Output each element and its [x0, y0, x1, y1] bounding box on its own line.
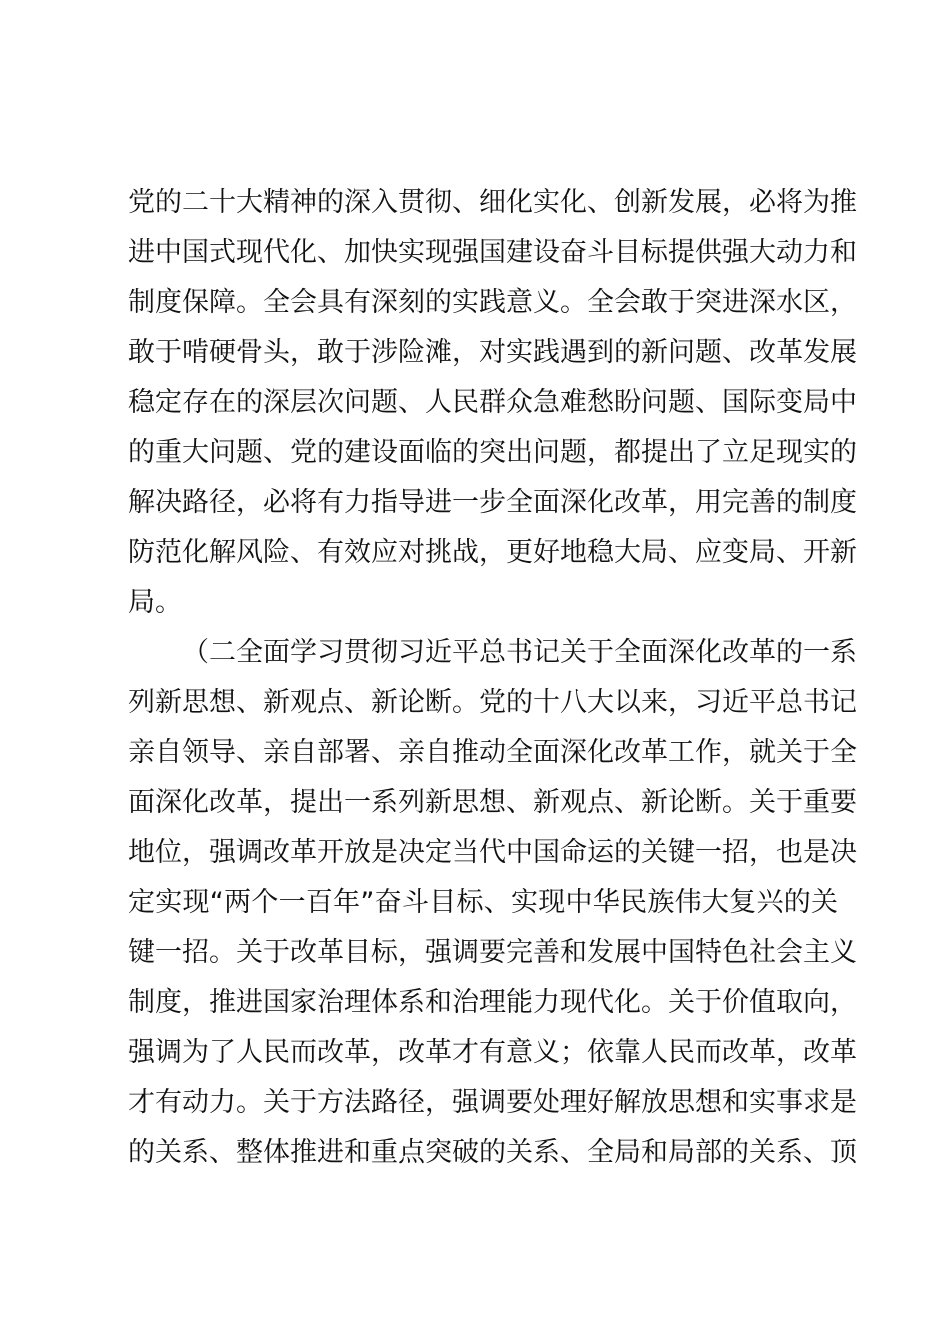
text-line: 面深化改革，提出一系列新思想、新观点、新论断。关于重要 [128, 787, 857, 818]
text-line: 的关系、整体推进和重点突破的关系、全局和局部的关系、顶 [128, 1137, 857, 1168]
text-line: 键一招。关于改革目标，强调要完善和发展中国特色社会主义 [128, 937, 857, 968]
paragraph-2 [128, 628, 857, 1178]
paragraph-1 [128, 178, 857, 628]
text-line: 防范化解风险、有效应对挑战，更好地稳大局、应变局、开新 [128, 537, 857, 568]
body-text [128, 178, 857, 1178]
text-line: 的重大问题、党的建设面临的突出问题，都提出了立足现实的 [128, 437, 857, 468]
text-line: 解决路径，必将有力指导进一步全面深化改革，用完善的制度 [128, 487, 857, 518]
text-line: 地位，强调改革开放是决定当代中国命运的关键一招，也是决 [128, 837, 857, 868]
text-line: 列新思想、新观点、新论断。党的十八大以来，习近平总书记 [128, 687, 857, 718]
text-line: 敢于啃硬骨头，敢于涉险滩，对实践遇到的新问题、改革发展 [128, 337, 857, 368]
text-line: 强调为了人民而改革，改革才有意义；依靠人民而改革，改革 [128, 1037, 857, 1068]
text-line: （二全面学习贯彻习近平总书记关于全面深化改革的一系 [182, 637, 857, 668]
text-line: 亲自领导、亲自部署、亲自推动全面深化改革工作，就关于全 [128, 737, 857, 768]
text-line: 定实现“两个一百年”奋斗目标、实现中华民族伟大复兴的关 [128, 887, 838, 918]
text-line: 进中国式现代化、加快实现强国建设奋斗目标提供强大动力和 [128, 237, 857, 268]
text-line: 稳定存在的深层次问题、人民群众急难愁盼问题、国际变局中 [128, 387, 857, 418]
text-line: 党的二十大精神的深入贯彻、细化实化、创新发展，必将为推 [128, 187, 857, 218]
text-line: 制度保障。全会具有深刻的实践意义。全会敢于突进深水区， [128, 287, 857, 318]
text-line: 才有动力。关于方法路径，强调要处理好解放思想和实事求是 [128, 1087, 857, 1118]
text-line: 制度，推进国家治理体系和治理能力现代化。关于价值取向， [128, 987, 857, 1018]
text-line: 局。 [128, 587, 182, 618]
